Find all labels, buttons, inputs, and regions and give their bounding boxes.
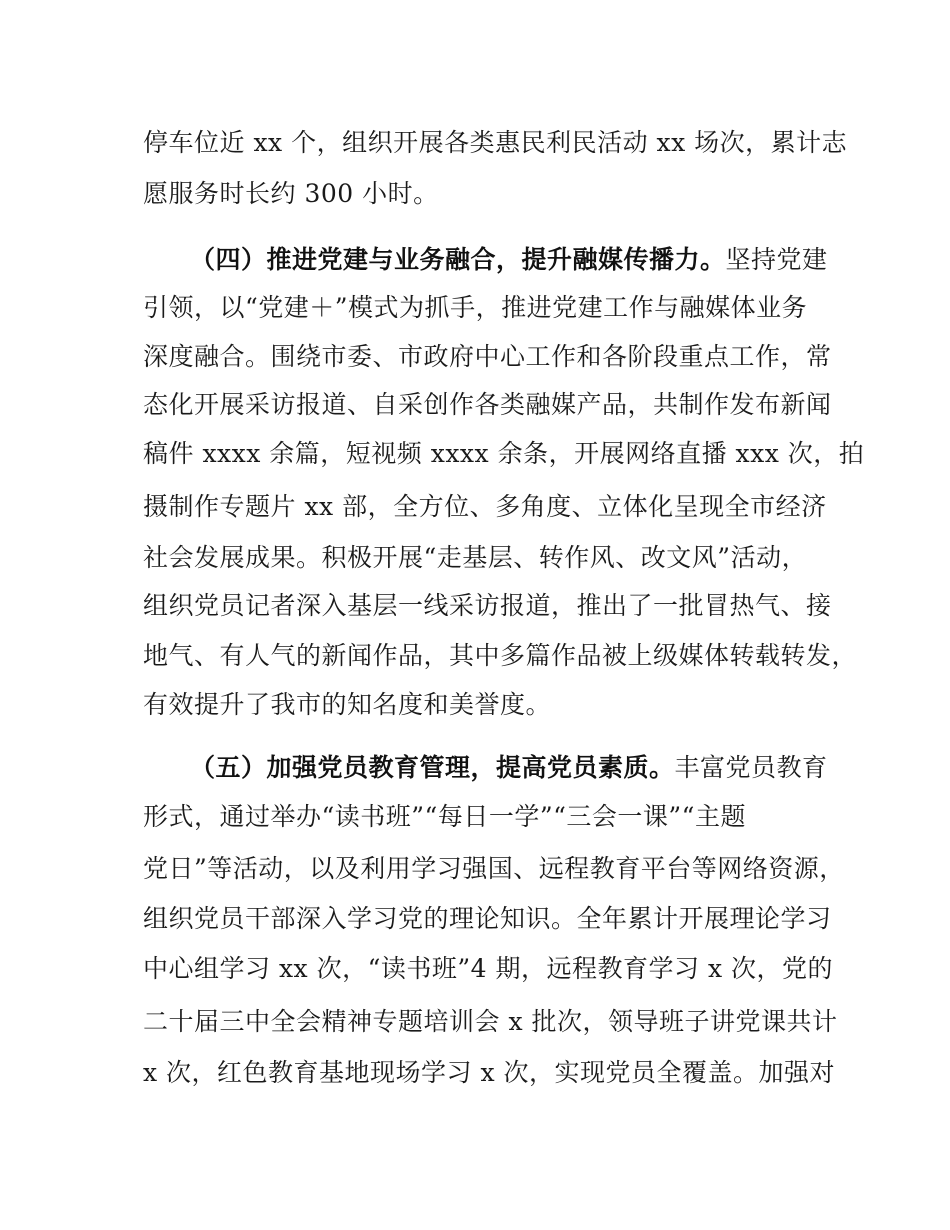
paragraph-line: 地气、有人气的新闻作品，其中多篇作品被上级媒体转载转发， xyxy=(143,641,858,670)
paragraph-line: 中心组学习 xx 次，“读书班”4 期，远程教育学习 x 次，党的 xyxy=(143,954,834,983)
section-4-first-line xyxy=(190,244,880,276)
section-5-first-line-text: 丰富党员教育 xyxy=(674,753,828,782)
paragraph-line: 停车位近 xx 个，组织开展各类惠民利民活动 xx 场次，累计志 xyxy=(143,128,848,157)
paragraph-line: 稿件 xxxx 余篇，短视频 xxxx 余条，开展网络直播 xxx 次，拍 xyxy=(143,439,865,468)
paragraph-line: 深度融合。围绕市委、市政府中心工作和各阶段重点工作，常 xyxy=(143,342,832,371)
paragraph-line: 摄制作专题片 xx 部，全方位、多角度、立体化呈现全市经济 xyxy=(143,492,827,521)
paragraph-line: 形式，通过举办“读书班”“每日一学”“三会一课”“主题 xyxy=(143,802,746,831)
section-5-first-line xyxy=(190,752,880,784)
paragraph-line: 组织党员记者深入基层一线采访报道，推出了一批冒热气、接 xyxy=(143,591,832,620)
section-4-heading: （四）推进党建与业务融合，提升融媒传播力。 xyxy=(190,245,726,274)
paragraph-line: 引领，以“党建＋”模式为抓手，推进党建工作与融媒体业务 xyxy=(143,293,808,322)
paragraph-line: 态化开展采访报道、自采创作各类融媒产品，共制作发布新闻 xyxy=(143,390,832,419)
paragraph-line: 社会发展成果。积极开展“走基层、转作风、改文风”活动， xyxy=(143,543,808,572)
paragraph-line: 愿服务时长约 300 小时。 xyxy=(143,179,439,208)
section-4-first-line-text: 坚持党建 xyxy=(725,245,828,274)
paragraph-line: 组织党员干部深入学习党的理论知识。全年累计开展理论学习 xyxy=(143,904,832,933)
paragraph-line: 党日”等活动，以及利用学习强国、远程教育平台等网络资源， xyxy=(143,854,845,883)
paragraph-line: 二十届三中全会精神专题培训会 x 批次，领导班子讲党课共计 xyxy=(143,1007,838,1036)
section-5-heading: （五）加强党员教育管理，提高党员素质。 xyxy=(190,753,675,782)
paragraph-line: 有效提升了我市的知名度和美誉度。 xyxy=(143,690,552,719)
paragraph-line: x 次，红色教育基地现场学习 x 次，实现党员全覆盖。加强对 xyxy=(143,1058,836,1087)
